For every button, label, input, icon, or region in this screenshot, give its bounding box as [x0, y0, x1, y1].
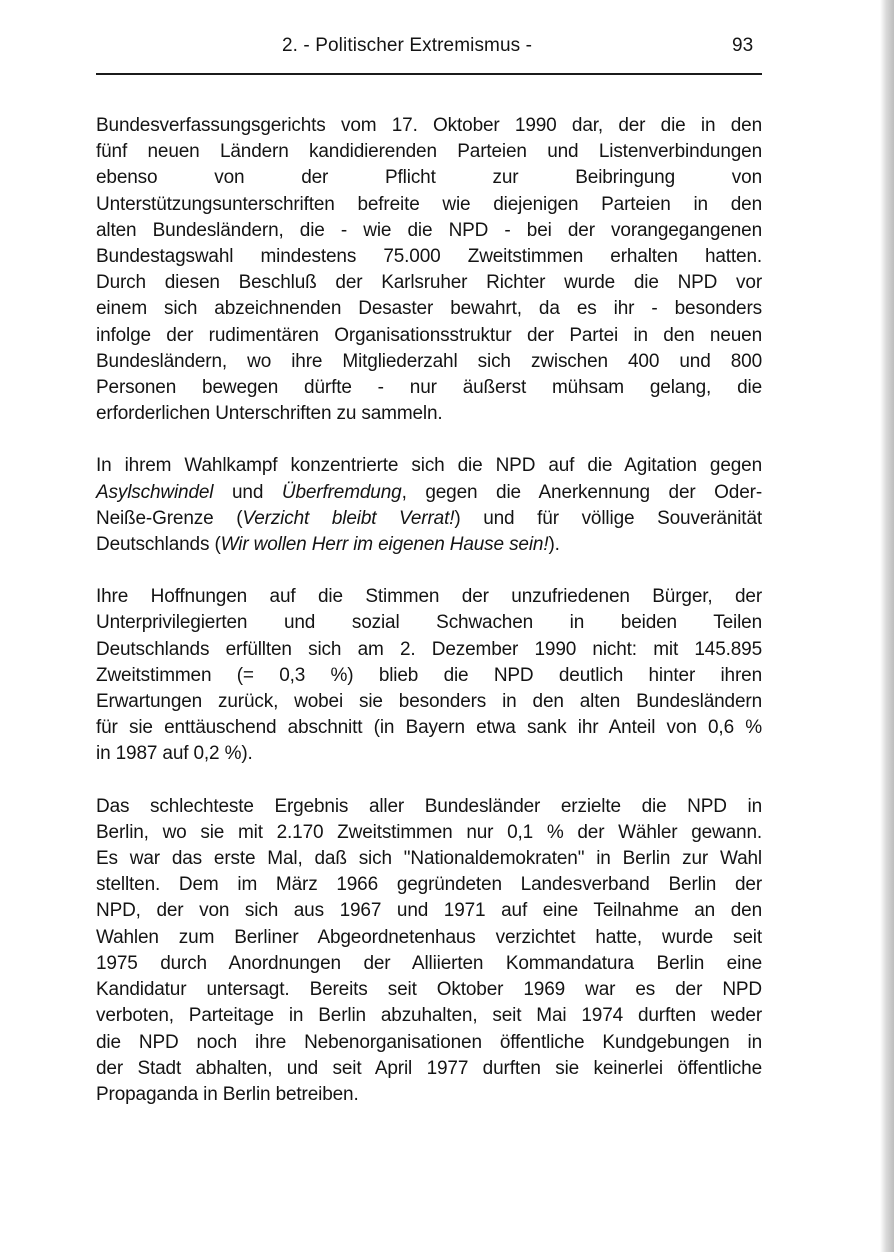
quote-slogan-verrat: Verzicht bleibt Verrat! [242, 507, 455, 529]
text-line: Deutschlands erfüllten sich am 2. Dezember 1990 nicht: mit 145.895 [96, 638, 762, 660]
paragraph-1 [96, 113, 762, 427]
text-segment: und [213, 481, 282, 503]
text-line: Bundesverfassungsgerichts vom 17. Oktober 1990 dar, der die in den [96, 115, 762, 136]
text-segment: Neiße-Grenze ( [96, 507, 243, 529]
text-line: infolge der rudimentären Organisationsstruktur der Partei in den neuen [96, 324, 762, 346]
text-line: fünf neuen Ländern kandidierenden Parteien und Listenverbindungen [96, 141, 762, 163]
text-line: Bundestagswahl mindestens 75.000 Zweitstimmen erhalten hatten. [96, 246, 762, 268]
text-line: Unterprivilegierten und sozial Schwachen in beiden Teilen [96, 612, 762, 634]
text-line: Berlin, wo sie mit 2.170 Zweitstimmen nur 0,1 % der Wähler gewann. [96, 821, 762, 843]
text-line: Kandidatur untersagt. Bereits seit Oktober 1969 war es der NPD [96, 979, 762, 1001]
text-line: alten Bundesländern, die - wie die NPD - bei der vorangegangenen [96, 219, 762, 241]
text-line: Das schlechteste Ergebnis aller Bundesländer erzielte die NPD in [96, 795, 762, 817]
text-line: erforderlichen Unterschriften zu sammeln. [96, 403, 443, 425]
body-text [96, 113, 762, 1134]
text-line: der Stadt abhalten, und seit April 1977 durften sie keinerlei öffentliche [96, 1057, 762, 1079]
quote-slogan-herr: Wir wollen Herr im eigenen Hause sein! [220, 534, 549, 556]
text-segment: Deutschlands ( [96, 534, 221, 556]
text-line: stellten. Dem im März 1966 gegründeten Landesverband Berlin der [96, 874, 762, 896]
text-line: die NPD noch ihre Nebenorganisationen öffentliche Kundgebungen in [96, 1031, 762, 1053]
page-number: 93 [732, 35, 754, 56]
text-line [96, 480, 762, 506]
text-line: Propaganda in Berlin betreiben. [96, 1083, 359, 1105]
running-header-title: 2. - Politischer Extremismus - [282, 35, 533, 56]
paragraph-4 [96, 794, 762, 1108]
paragraph-2 [96, 453, 762, 558]
paragraph-3 [96, 584, 762, 767]
text-segment: ). [548, 534, 560, 556]
text-line: Unterstützungsunterschriften befreite wie diejenigen Parteien in den [96, 193, 762, 215]
text-line: in 1987 auf 0,2 %). [96, 743, 253, 765]
text-line: ebenso von der Pflicht zur Beibringung von [96, 167, 762, 189]
text-line: für sie enttäuschend abschnitt (in Bayern etwa sank ihr Anteil von 0,6 % [96, 717, 762, 739]
text-line: Bundesländern, wo ihre Mitgliederzahl sich zwischen 400 und 800 [96, 350, 762, 372]
text-line: Durch diesen Beschluß der Karlsruher Richter wurde die NPD vor [96, 272, 762, 294]
text-line: einem sich abzeichnenden Desaster bewahrt, da es ihr - besonders [96, 298, 762, 320]
text-segment: , gegen die Anerkennung der Oder- [401, 481, 762, 503]
text-line: In ihrem Wahlkampf konzentrierte sich die NPD auf die Agitation gegen [96, 455, 762, 477]
text-line: Wahlen zum Berliner Abgeordnetenhaus verzichtet hatte, wurde seit [96, 926, 762, 948]
text-line: 1975 durch Anordnungen der Alliierten Kommandatura Berlin eine [96, 952, 762, 974]
text-line: Ihre Hoffnungen auf die Stimmen der unzufriedenen Bürger, der [96, 586, 762, 608]
text-line: Erwartungen zurück, wobei sie besonders in den alten Bundesländern [96, 691, 762, 713]
page-edge-shadow [880, 0, 894, 1252]
text-line [96, 506, 762, 532]
text-line: Zweitstimmen (= 0,3 %) blieb die NPD deutlich hinter ihren [96, 664, 762, 686]
header-rule [96, 73, 762, 75]
text-line: Es war das erste Mal, daß sich "Nationaldemokraten" in Berlin zur Wahl [96, 848, 762, 870]
text-line: NPD, der von sich aus 1967 und 1971 auf eine Teilnahme an den [96, 900, 762, 922]
quote-asylschwindel: Asylschwindel [96, 481, 214, 503]
text-segment: ) und für völlige Souveränität [454, 507, 762, 529]
text-line: verboten, Parteitage in Berlin abzuhalten, seit Mai 1974 durften weder [96, 1005, 762, 1027]
text-line: Personen bewegen dürfte - nur äußerst mühsam gelang, die [96, 377, 762, 399]
quote-ueberfremdung: Überfremdung [281, 481, 402, 503]
text-line [96, 532, 762, 558]
